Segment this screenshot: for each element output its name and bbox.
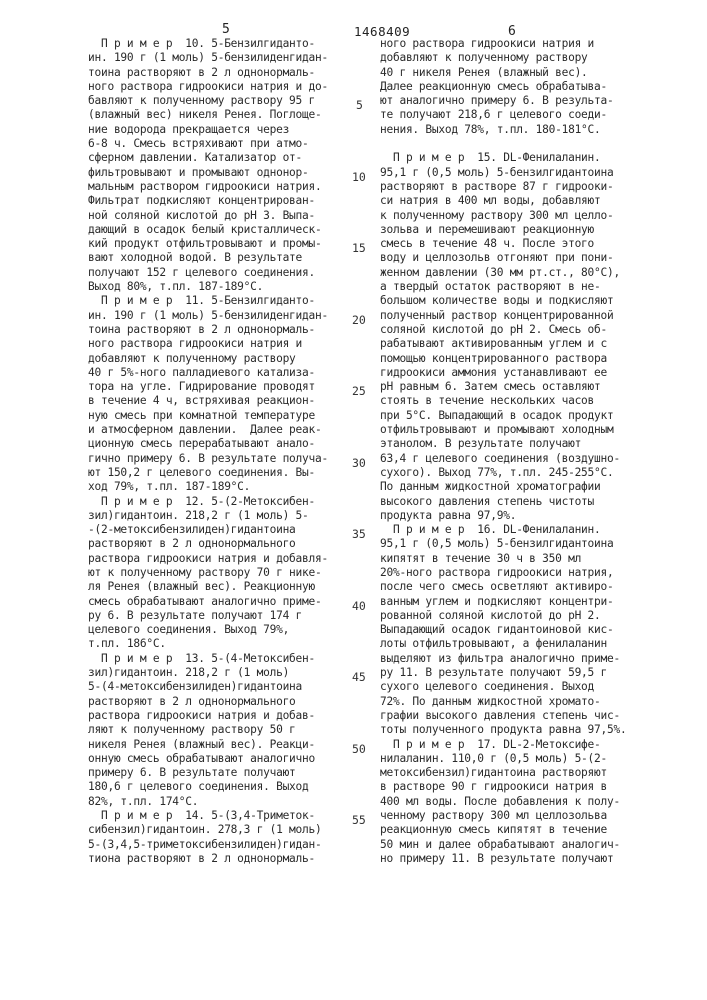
text-line: зил)гидантоин. 218,2 г (1 моль)	[88, 666, 290, 680]
line-number: 25	[352, 384, 366, 399]
text-line: рН равным 6. Затем смесь оставляют	[380, 380, 601, 394]
line-number: 10	[352, 169, 366, 184]
line-number: 15	[352, 241, 366, 256]
text-line: ляют к полученному раствору 50 г	[88, 723, 296, 737]
text-line: П р и м е р 16. DL-Фенилаланин.	[380, 523, 601, 537]
text-line: ют аналогично примеру 6. В результа-	[380, 94, 614, 108]
text-line: раствора гидроокиси натрия и добав-	[88, 708, 315, 722]
text-line: ной соляной кислотой до рН 3. Выпа-	[88, 208, 315, 222]
text-line: П р и м е р 12. 5-(2-Метоксибен-	[88, 494, 315, 508]
text-line: сибензил)гидантоин. 278,3 г (1 моль)	[88, 823, 322, 837]
line-number: 30	[352, 455, 366, 470]
text-line: большом количестве воды и подкисляют	[380, 294, 614, 308]
text-line: но примеру 11. В результате получают	[380, 851, 614, 865]
text-line: рабатывают активированным углем и с	[380, 337, 607, 351]
text-line: ного раствора гидроокиси натрия и	[88, 337, 303, 351]
text-line: дающий в осадок белый кристаллическ-	[88, 222, 322, 236]
text-line: смесь обрабатывают аналогично приме-	[88, 594, 322, 608]
text-line: (влажный вес) никеля Ренея. Поглоще-	[88, 108, 322, 122]
text-line: раствора гидроокиси натрия и добавля-	[88, 551, 328, 565]
text-line: Выход 80%, т.пл. 187-189°С.	[88, 280, 264, 294]
text-line: лоты отфильтровывают, а фенилаланин	[380, 637, 607, 651]
line-number: 50	[352, 741, 366, 756]
text-line: кий продукт отфильтровывают и промы-	[88, 237, 322, 251]
text-line: -(2-метоксибензилиден)гидантоина	[88, 523, 296, 537]
text-line: П р и м е р 17. DL-2-Метоксифе-	[380, 737, 601, 751]
text-line: сухого целевого соединения. Выход	[380, 680, 595, 694]
text-line: добавляют к полученному раствору	[380, 51, 588, 65]
text-line: ние водорода прекращается через	[88, 122, 290, 136]
text-line: П р и м е р 15. DL-Фенилаланин.	[380, 151, 601, 165]
text-line: к полученному раствору 300 мл целло-	[380, 208, 614, 222]
text-line	[380, 137, 665, 151]
line-number: 20	[352, 312, 366, 327]
text-line: тиона растворяют в 2 л однонормаль-	[88, 851, 315, 865]
text-line: 5-(3,4,5-триметоксибензилиден)гидан-	[88, 837, 322, 851]
text-line: гично примеру 6. В результате получа-	[88, 451, 328, 465]
text-line: смесь в течение 48 ч. После этого	[380, 237, 595, 251]
text-line: си натрия в 400 мл воды, добавляют	[380, 194, 601, 208]
text-line: реакционную смесь кипятят в течение	[380, 823, 607, 837]
text-line: фильтровывают и промывают однонор-	[88, 165, 309, 179]
text-line: 95,1 г (0,5 моль) 5-бензилгидантоина	[380, 165, 614, 179]
text-line: метоксибензил)гидантоина растворяют	[380, 766, 607, 780]
left-page-number: 5	[222, 22, 230, 37]
text-line: Выпадающий осадок гидантоиновой кис-	[380, 623, 614, 637]
text-line: нилаланин. 110,0 г (0,5 моль) 5-(2-	[380, 751, 607, 765]
text-line: гидроокиси аммония устанавливают ее	[380, 365, 607, 379]
text-line: тора на угле. Гидрирование проводят	[88, 380, 315, 394]
text-line: Далее реакционную смесь обрабатыва-	[380, 79, 607, 93]
text-line: П р и м е р 11. 5-Бензилгиданто-	[88, 294, 315, 308]
text-line: зольва и перемешивают реакционную	[380, 222, 595, 236]
text-line: ного раствора гидроокиси натрия и до-	[88, 79, 328, 93]
text-line: при 5°С. Выпадающий в осадок продукт	[380, 408, 614, 422]
text-line: П р и м е р 13. 5-(4-Метоксибен-	[88, 651, 315, 665]
left-column-text	[88, 37, 343, 866]
line-number: 45	[352, 670, 366, 685]
text-line: ционную смесь перерабатывают анало-	[88, 437, 315, 451]
text-line: тоина растворяют в 2 л однонормаль-	[88, 65, 315, 79]
text-line: продукта равна 97,9%.	[380, 508, 517, 522]
text-line: ру 11. В результате получают 59,5 г	[380, 666, 607, 680]
text-line: ход 79%, т.пл. 187-189°С.	[88, 480, 251, 494]
line-number: 55	[352, 813, 366, 828]
text-line: этанолом. В результате получают	[380, 437, 582, 451]
text-line: ют к полученному раствору 70 г нике-	[88, 565, 322, 579]
text-line: растворяют в 2 л однонормального	[88, 537, 296, 551]
text-line: после чего смесь осветляют активиро-	[380, 580, 614, 594]
text-line: П р и м е р 10. 5-Бензилгиданто-	[88, 37, 315, 50]
text-line: тоина растворяют в 2 л однонормаль-	[88, 322, 315, 336]
line-number: 5	[356, 98, 363, 113]
text-line: 40 г 5%-ного палладиевого катализа-	[88, 365, 315, 379]
line-number: 40	[352, 598, 366, 613]
text-line: онную смесь обрабатывают аналогично	[88, 751, 315, 765]
text-line: высокого давления степень чистоты	[380, 494, 595, 508]
text-line: ченному раствору 300 мл целлозольва	[380, 809, 607, 823]
text-line: добавляют к полученному раствору	[88, 351, 296, 365]
text-line: отфильтровывают и промывают холодным	[380, 423, 614, 437]
text-line: вают холодной водой. В результате	[88, 251, 303, 265]
text-line: соляной кислотой до рН 2. Смесь об-	[380, 322, 607, 336]
text-line: полученный раствор концентрированной	[380, 308, 614, 322]
text-line: растворяют в 2 л однонормального	[88, 694, 296, 708]
text-line: женном давлении (30 мм рт.ст., 80°С),	[380, 265, 620, 279]
text-line: воду и целлозольв отгоняют при пони-	[380, 251, 614, 265]
text-line: нения. Выход 78%, т.пл. 180-181°С.	[380, 122, 601, 136]
text-line: никеля Ренея (влажный вес). Реакци-	[88, 737, 315, 751]
patent-number: 1468409	[354, 24, 411, 39]
text-line: и атмосферном давлении. Далее реак-	[88, 423, 322, 437]
text-line: сухого). Выход 77%, т.пл. 245-255°С.	[380, 465, 614, 479]
text-line: растворяют в растворе 87 г гидрооки-	[380, 179, 614, 193]
text-line: По данным жидкостной хроматографии	[380, 480, 601, 494]
text-line: зил)гидантоин. 218,2 г (1 моль) 5-	[88, 508, 309, 522]
text-line: кипятят в течение 30 ч в 350 мл	[380, 551, 582, 565]
right-page-number: 6	[508, 24, 516, 39]
text-line: 180,6 г целевого соединения. Выход	[88, 780, 309, 794]
right-column-text	[380, 37, 665, 866]
text-line: Фильтрат подкисляют концентрирован-	[88, 194, 315, 208]
text-line: помощью концентрированного раствора	[380, 351, 607, 365]
text-line: 40 г никеля Ренея (влажный вес).	[380, 65, 588, 79]
text-line: рованной соляной кислотой до рН 2.	[380, 608, 601, 622]
text-line: 20%-ного раствора гидроокиси натрия,	[380, 565, 614, 579]
text-line: мальным раствором гидроокиси натрия.	[88, 179, 322, 193]
text-line: примеру 6. В результате получают	[88, 766, 296, 780]
text-line: 50 мин и далее обрабатывают аналогич-	[380, 837, 620, 851]
text-line: в растворе 90 г гидроокиси натрия в	[380, 780, 607, 794]
text-line: 400 мл воды. После добавления к полу-	[380, 794, 620, 808]
text-line: 5-(4-метоксибензилиден)гидантоина	[88, 680, 303, 694]
text-line: в течение 4 ч, встряхивая реакцион-	[88, 394, 315, 408]
text-line: графии высокого давления степень чис-	[380, 708, 620, 722]
text-line: ру 6. В результате получают 174 г	[88, 608, 303, 622]
text-line: сферном давлении. Катализатор от-	[88, 151, 303, 165]
line-number: 35	[352, 527, 366, 542]
text-line: стоять в течение нескольких часов	[380, 394, 595, 408]
text-line: ин. 190 г (1 моль) 5-бензилиденгидан-	[88, 308, 328, 322]
text-line: П р и м е р 14. 5-(3,4-Триметок-	[88, 809, 315, 823]
text-line: 95,1 г (0,5 моль) 5-бензилгидантоина	[380, 537, 614, 551]
text-line: 6-8 ч. Смесь встряхивают при атмо-	[88, 137, 309, 151]
text-line: 82%, т.пл. 174°С.	[88, 794, 199, 808]
text-line: ют 150,2 г целевого соединения. Вы-	[88, 465, 315, 479]
text-line: бавляют к полученному раствору 95 г	[88, 94, 315, 108]
text-line: целевого соединения. Выход 79%,	[88, 623, 290, 637]
text-line: тоты полученного продукта равна 97,5%.	[380, 723, 627, 737]
text-line: ного раствора гидроокиси натрия и	[380, 37, 595, 50]
text-line: выделяют из фильтра аналогично приме-	[380, 651, 620, 665]
text-line: ля Ренея (влажный вес). Реакционную	[88, 580, 315, 594]
text-line: ванным углем и подкисляют концентри-	[380, 594, 614, 608]
text-line: ную смесь при комнатной температуре	[88, 408, 315, 422]
text-line: 63,4 г целевого соединения (воздушно-	[380, 451, 620, 465]
text-line: а твердый остаток растворяют в не-	[380, 280, 601, 294]
text-line: 72%. По данным жидкостной хромато-	[380, 694, 601, 708]
text-line: получают 152 г целевого соединения.	[88, 265, 315, 279]
text-line: те получают 218,6 г целевого соеди-	[380, 108, 607, 122]
text-line: ин. 190 г (1 моль) 5-бензилиденгидан-	[88, 51, 328, 65]
text-line: т.пл. 186°С.	[88, 637, 166, 651]
